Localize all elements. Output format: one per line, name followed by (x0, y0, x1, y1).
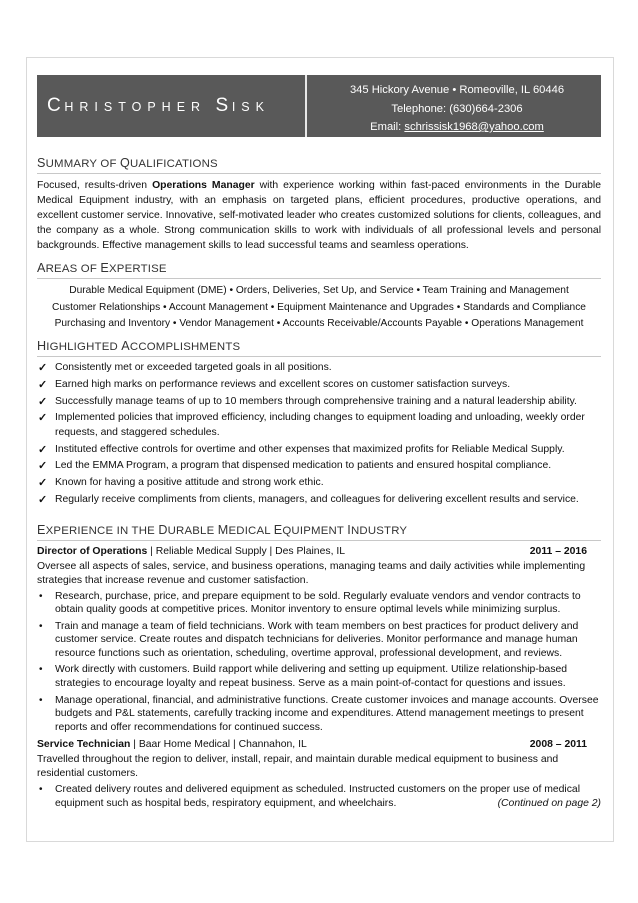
accomplishments-list (37, 361, 601, 507)
check-icon: ✓ (38, 443, 48, 456)
expertise-title: AREAS OF EXPERTISE (37, 261, 601, 279)
name-rest-last: ISK (231, 100, 270, 114)
email-line (309, 118, 605, 137)
list-item: ✓ Consistently met or exceeded targeted goals in all positions. (38, 362, 332, 374)
summary-text: Focused, results-driven Operations Manager with experience working within fast-paced environments in the Durable Medical Equipment industry, with an emphasis on targeted plans, efficient procedures, productive operations, and excellent customer service. Innovative, self-motivated leader who creates customized solutions for clients, colleagues, and the company as a whole. Strong communication skills to work with individuals of all professional levels and personal backgrounds. Effective management skills to lead successful teams and seamless operations. (37, 180, 601, 251)
job-bullets (37, 783, 601, 810)
job-header (37, 545, 601, 560)
summary-section (37, 156, 601, 253)
contact-block (309, 81, 605, 137)
list-item: • Created delivery routes and delivered equipment as scheduled. Instructed customers on the proper use of medical equipment such as hospital beds, respiratory equipment, and wheelchairs. (Continued on page 2) (39, 783, 601, 809)
list-item: ✓ Earned high marks on performance reviews and excellent scores on customer satisfaction surveys. (38, 378, 511, 391)
summary-title: SUMMARY OF QUALIFICATIONS (37, 156, 601, 174)
list-item: ✓ Known for having a positive attitude and strong work ethic. (38, 477, 324, 490)
job-description: Travelled throughout the region to deliver, install, repair, and maintain durable medical equipment to business and residential customers. (37, 753, 559, 779)
check-icon: ✓ (38, 412, 48, 425)
job-title: Service Technician (37, 739, 131, 751)
experience-section (37, 523, 601, 813)
candidate-name (47, 95, 270, 117)
job-details: | Reliable Medical Supply | Des Plaines, IL (147, 546, 346, 557)
list-item: ✓ Implemented policies that improved efficiency, including changes to equipment loading and unloading, weekly order requests, and staggered schedules. (38, 412, 585, 438)
list-item: ✓ Instituted effective controls for overtime and other expenses that maximized profits for Reliable Medical Supply. (38, 443, 565, 456)
resume-header (37, 75, 601, 137)
expertise-line: Durable Medical Equipment (DME) • Orders, Deliveries, Set Up, and Service • Team Training and Management (69, 285, 569, 296)
email-link[interactable]: schrissisk1968@yahoo.com (404, 121, 544, 133)
continued-note: (Continued on page 2) (497, 797, 601, 809)
expertise-section (37, 261, 601, 333)
experience-title: EXPERIENCE IN THE DURABLE MEDICAL EQUIPMENT INDUSTRY (37, 523, 601, 541)
name-rest-first: HRISTOPHER (64, 100, 216, 114)
list-item: ✓ Regularly receive compliments from clients, managers, and colleagues for delivering excellent results and service. (38, 493, 579, 506)
check-icon: ✓ (38, 395, 48, 408)
address: 345 Hickory Avenue • Romeoville, IL 60446 (349, 84, 565, 96)
job-dates: 2011 – 2016 (529, 546, 587, 557)
job-title: Director of Operations (37, 546, 148, 557)
name-cap-s: S (215, 95, 232, 116)
telephone: Telephone: (630)664-2306 (391, 102, 523, 115)
accomplishments-section (37, 339, 601, 510)
bullet-icon: • (39, 664, 43, 676)
expertise-list (37, 283, 601, 333)
list-item: ✓ Successfully manage teams of up to 10 members through comprehensive training and a natural leadership ability. (38, 395, 577, 408)
name-cap-c: C (47, 95, 65, 116)
list-item: • Research, purchase, price, and prepare equipment to be sold. Regularly evaluate vendors and vendor contracts to obtain quality goods at competitive prices. Monitor inventory to ensure optimal levels while minimizing surplus. (39, 590, 581, 616)
bullet-icon: • (39, 694, 43, 706)
job-details: | Baar Home Medical | Channahon, IL (130, 739, 307, 751)
job-dates: 2008 – 2011 (529, 739, 587, 751)
accomplishments-title: HIGHLIGHTED ACCOMPLISHMENTS (37, 339, 601, 357)
bullet-icon: • (39, 620, 43, 632)
list-item: ✓ Led the EMMA Program, a program that dispensed medication to patients and ensured hospital compliance. (38, 460, 552, 473)
expertise-line: Purchasing and Inventory • Vendor Management • Accounts Receivable/Accounts Payable • Operations Management (54, 318, 584, 329)
list-item: • Work directly with customers. Build rapport while delivering and setting up equipment. Utilize relationship-based strategies to encourage loyalty and repeat business. Serve as a main point-of-contact for questions and issues. (39, 664, 568, 690)
summary-role: Operations Manager (152, 180, 255, 191)
check-icon: ✓ (38, 493, 48, 506)
resume-page (26, 57, 614, 842)
header-divider (305, 75, 307, 137)
job-description: Oversee all aspects of sales, service, and business operations, managing teams and daily activities while implementing strategies that increase revenue and customer satisfaction. (37, 560, 586, 586)
check-icon: ✓ (38, 477, 48, 490)
job-entry (37, 545, 601, 734)
job-bullets (37, 590, 601, 735)
job-entry (37, 738, 601, 810)
check-icon: ✓ (38, 362, 48, 374)
check-icon: ✓ (38, 460, 48, 473)
list-item: • Manage operational, financial, and administrative functions. Create customer invoices and manage accounts. Oversee budgets and P&L statements, carefully tracking income and expenditures. Attend management meetings to present reports and offer recommendations for continued success. (39, 694, 599, 733)
bullet-icon: • (39, 783, 43, 795)
list-item: • Train and manage a team of field technicians. Work with team members on best practices for product delivery and customer service. Create routes and dispatch technicians for deliveries. Monitor performance and manage human resource functions such as orientation, scheduling, overtime approval, professional development, and reviews. (39, 620, 579, 659)
job-header (37, 738, 601, 753)
check-icon: ✓ (38, 378, 48, 391)
email-label: Email: (370, 121, 405, 133)
bullet-icon: • (39, 590, 43, 602)
expertise-line: Customer Relationships • Account Management • Equipment Maintenance and Upgrades • Standards and Compliance (52, 301, 586, 313)
